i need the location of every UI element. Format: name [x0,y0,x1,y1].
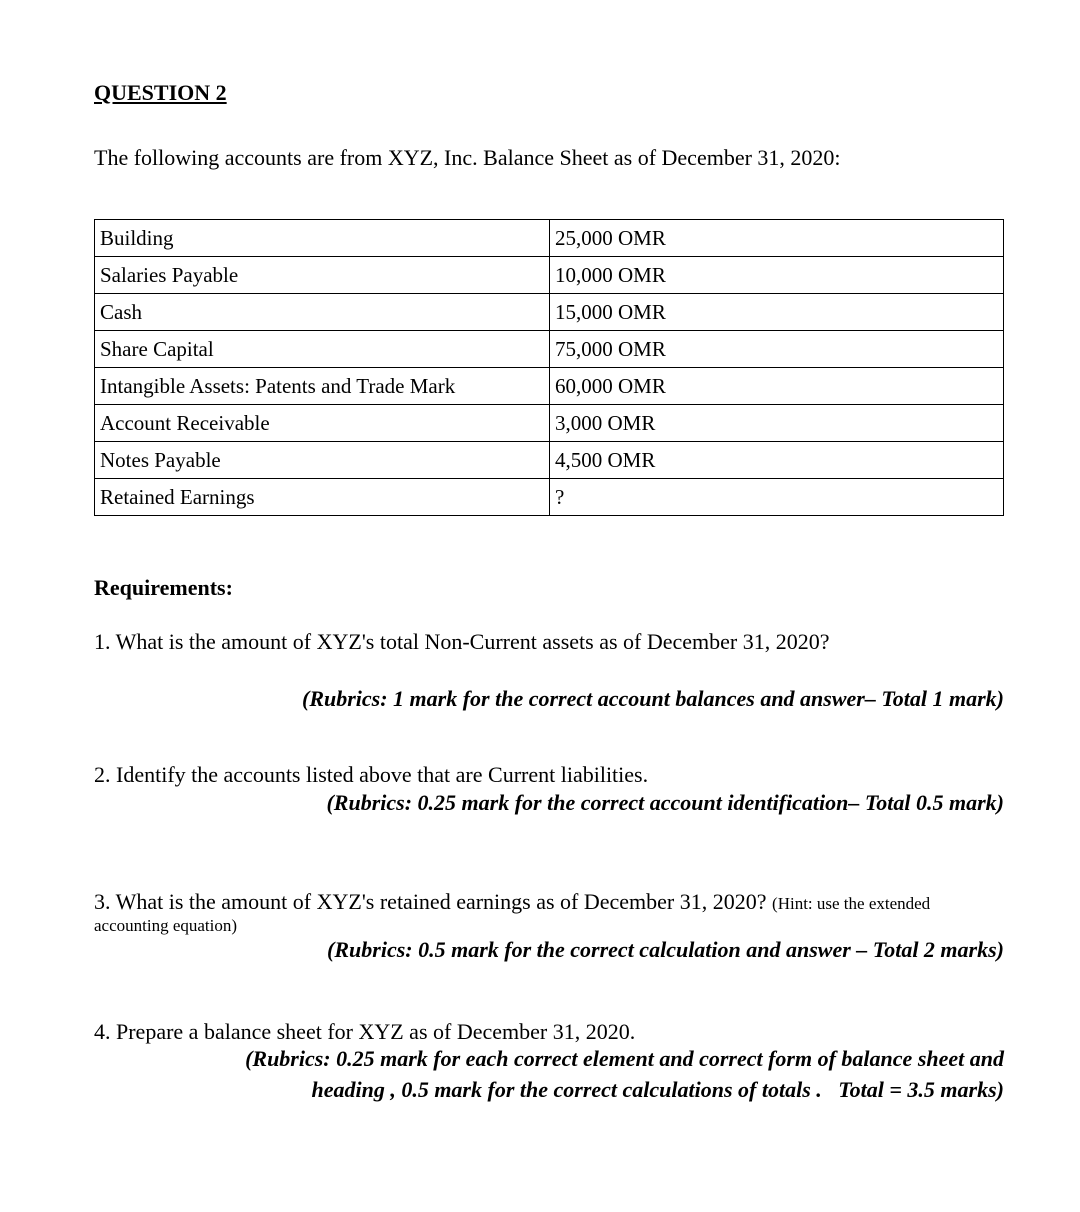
question-3-line [94,889,930,915]
account-name: Account Receivable [95,405,550,442]
accounts-table [94,219,1004,516]
requirements-title: Requirements: [94,575,233,600]
table-row [95,220,1004,257]
table-row [95,479,1004,516]
table-row [95,405,1004,442]
question-2-text: 2. Identify the accounts listed above that are Current liabilities. [94,762,649,787]
question-2-rubric: (Rubrics: 0.25 mark for the correct account identification– Total 0.5 mark) [326,790,1004,815]
question-4-text: 4. Prepare a balance sheet for XYZ as of December 31, 2020. [94,1019,636,1044]
account-name: Cash [95,294,550,331]
account-name: Notes Payable [95,442,550,479]
account-amount: 4,500 OMR [550,442,1004,479]
account-amount: 10,000 OMR [550,257,1004,294]
question-4-rubric-line-2: heading , 0.5 mark for the correct calculations of totals . Total = 3.5 marks) [311,1077,1004,1102]
account-name: Building [95,220,550,257]
question-1-rubric: (Rubrics: 1 mark for the correct account balances and answer– Total 1 mark) [302,686,1004,711]
account-name: Intangible Assets: Patents and Trade Mark [95,368,550,405]
table-row [95,331,1004,368]
account-amount: 3,000 OMR [550,405,1004,442]
question-3-text: 3. What is the amount of XYZ's retained earnings as of December 31, 2020? [94,889,767,914]
account-amount: 75,000 OMR [550,331,1004,368]
account-name: Retained Earnings [95,479,550,516]
account-amount: 15,000 OMR [550,294,1004,331]
table-row [95,257,1004,294]
table-row [95,368,1004,405]
intro-text: The following accounts are from XYZ, Inc. Balance Sheet as of December 31, 2020: [94,145,841,170]
account-amount: ? [550,479,1004,516]
account-amount: 25,000 OMR [550,220,1004,257]
question-3-hint: (Hint: use the extended [772,894,931,913]
question-heading: QUESTION 2 [94,80,227,105]
account-amount: 60,000 OMR [550,368,1004,405]
question-3-hint-continued: accounting equation) [94,916,238,935]
table-row [95,442,1004,479]
account-name: Share Capital [95,331,550,368]
account-name: Salaries Payable [95,257,550,294]
table-row [95,294,1004,331]
question-3-rubric: (Rubrics: 0.5 mark for the correct calculation and answer – Total 2 marks) [327,937,1004,962]
question-4-rubric-line-1: (Rubrics: 0.25 mark for each correct element and correct form of balance sheet and [245,1046,1004,1071]
question-1-text: 1. What is the amount of XYZ's total Non-Current assets as of December 31, 2020? [94,629,830,654]
